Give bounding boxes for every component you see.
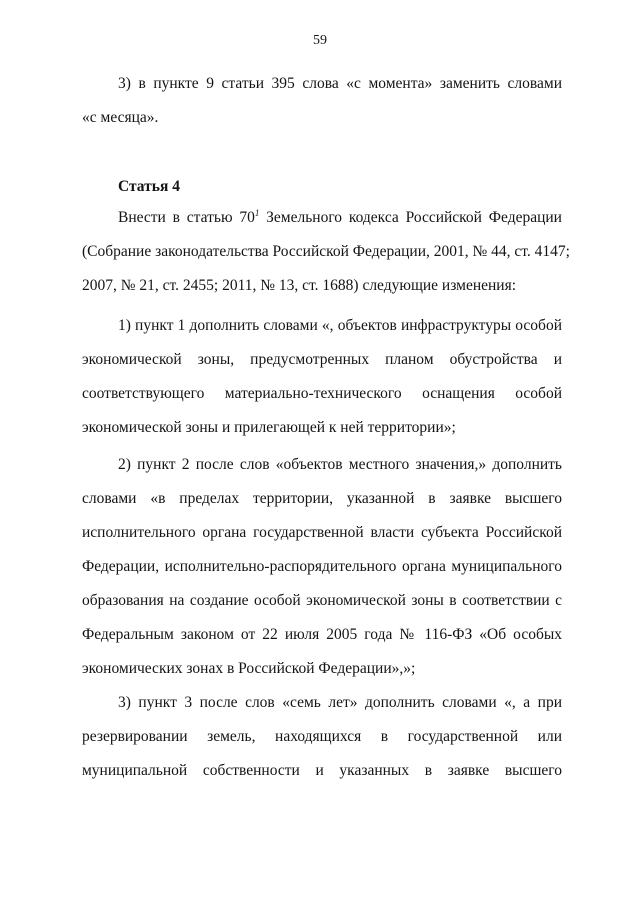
text-line [82,201,562,235]
item-1 [82,309,562,445]
section-heading: Статья 4 [118,178,180,195]
article-4-intro [82,201,570,303]
page-number: 59 [313,33,327,48]
text-line: 1) пункт 1 дополнить словами «, объектов инфраструктуры особой [118,317,562,334]
text-line: исполнительного органа государственной власти субъекта Российской [82,524,562,541]
text-line: резервировании земель, находящихся в государственной или [82,728,562,745]
text-fragment: Внести в статью 70 [118,209,255,226]
text-line: 2) пункт 2 после слов «объектов местного значения,» дополнить [118,456,562,473]
text-line: Федеральным законом от 22 июля 2005 года № 116-ФЗ «Об особых [82,626,562,643]
article-4-heading [82,170,562,204]
item-3-article-395 [82,67,562,135]
item-3 [82,686,562,788]
text-line: муниципальной собственности и указанных в заявке высшего [82,762,562,779]
text-line: (Собрание законодательства Российской Федерации, 2001, № 44, ст. 4147; [82,243,570,260]
text-line: Федерации, исполнительно-распорядительного органа муниципального [82,558,562,575]
item-2 [82,448,562,686]
text-line: образования на создание особой экономической зоны в соответствии с [82,592,562,609]
superscript: 1 [254,207,260,218]
text-line: 2007, № 21, ст. 2455; 2011, № 13, ст. 1688) следующие изменения: [82,277,517,294]
text-line: «с месяца». [82,109,159,126]
text-line: экономической зоны и прилегающей к ней территории»; [82,419,456,436]
text-line: экономических зонах в Российской Федерации»,»; [82,660,416,677]
text-line: 3) пункт 3 после слов «семь лет» дополнить словами «, а при [118,694,562,711]
text-line: 3) в пункте 9 статьи 395 слова «с момента» заменить словами [118,75,562,92]
text-line: экономической зоны, предусмотренных планом обустройства и [82,351,562,368]
text-fragment: Земельного кодекса Российской Федерации [259,209,562,226]
text-line: соответствующего материально-технического оснащения особой [82,385,562,402]
text-line: словами «в пределах территории, указанной в заявке высшего [82,490,562,507]
